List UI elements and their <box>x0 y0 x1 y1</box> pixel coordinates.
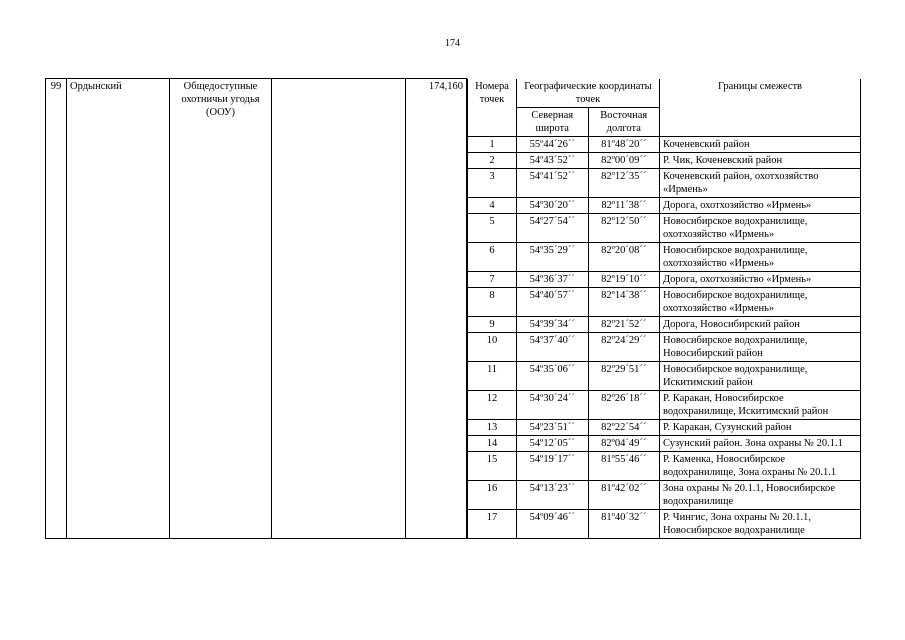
point-number: 3 <box>468 168 517 197</box>
point-longitude: 82º11´38´´ <box>588 197 660 213</box>
point-number: 8 <box>468 287 517 316</box>
point-number: 7 <box>468 271 517 287</box>
point-border: Коченевский район <box>660 136 861 152</box>
point-longitude: 81º42´02´´ <box>588 480 660 509</box>
point-latitude: 54º12´05´´ <box>517 435 589 451</box>
point-longitude: 82º12´50´´ <box>588 213 660 242</box>
table-row <box>468 271 861 287</box>
hunting-grounds-table <box>45 78 861 539</box>
point-number: 13 <box>468 419 517 435</box>
point-border: Р. Каракан, Сузунский район <box>660 419 861 435</box>
entry-number: 99 <box>46 79 67 539</box>
point-number: 15 <box>468 451 517 480</box>
table-row <box>468 152 861 168</box>
coordinates-cell <box>467 79 862 539</box>
point-longitude: 82º21´52´´ <box>588 316 660 332</box>
table-row <box>468 480 861 509</box>
table-row <box>468 509 861 538</box>
point-border: Новосибирское водохранилище, охотхозяйство «Ирмень» <box>660 213 861 242</box>
point-longitude: 82º22´54´´ <box>588 419 660 435</box>
point-latitude: 54º09´46´´ <box>517 509 589 538</box>
point-longitude: 82º29´51´´ <box>588 361 660 390</box>
point-number: 1 <box>468 136 517 152</box>
table-row <box>468 451 861 480</box>
point-latitude: 54º43´52´´ <box>517 152 589 168</box>
point-number: 10 <box>468 332 517 361</box>
table-row <box>468 316 861 332</box>
point-longitude: 82º12´35´´ <box>588 168 660 197</box>
point-longitude: 81º55´46´´ <box>588 451 660 480</box>
point-latitude: 54º13´23´´ <box>517 480 589 509</box>
point-latitude: 54º30´24´´ <box>517 390 589 419</box>
table-row <box>468 242 861 271</box>
point-latitude: 54º35´29´´ <box>517 242 589 271</box>
header-east: Восточная долгота <box>588 107 660 136</box>
point-number: 4 <box>468 197 517 213</box>
table-row <box>468 361 861 390</box>
point-latitude: 54º37´40´´ <box>517 332 589 361</box>
point-border: Новосибирское водохранилище, Новосибирский район <box>660 332 861 361</box>
point-latitude: 55º44´26´´ <box>517 136 589 152</box>
point-longitude: 82º00´09´´ <box>588 152 660 168</box>
table-row <box>468 213 861 242</box>
point-border: Сузунский район. Зона охраны № 20.1.1 <box>660 435 861 451</box>
point-number: 6 <box>468 242 517 271</box>
coordinates-table <box>467 79 861 539</box>
point-latitude: 54º39´34´´ <box>517 316 589 332</box>
point-border: Дорога, охотхозяйство «Ирмень» <box>660 197 861 213</box>
header-row <box>468 79 861 108</box>
table-row <box>46 79 862 539</box>
page-number: 174 <box>445 38 460 49</box>
table-row <box>468 287 861 316</box>
point-border: Р. Чик, Коченевский район <box>660 152 861 168</box>
point-border: Дорога, охотхозяйство «Ирмень» <box>660 271 861 287</box>
district-name: Ордынский <box>67 79 170 539</box>
table-row <box>468 390 861 419</box>
point-latitude: 54º35´06´´ <box>517 361 589 390</box>
point-longitude: 82º24´29´´ <box>588 332 660 361</box>
point-number: 9 <box>468 316 517 332</box>
point-border: Р. Каракан, Новосибирское водохранилище, Искитимский район <box>660 390 861 419</box>
table-row <box>468 168 861 197</box>
point-longitude: 81º40´32´´ <box>588 509 660 538</box>
point-latitude: 54º41´52´´ <box>517 168 589 197</box>
table-row <box>468 332 861 361</box>
point-border: Новосибирское водохранилище, охотхозяйство «Ирмень» <box>660 287 861 316</box>
point-latitude: 54º27´54´´ <box>517 213 589 242</box>
point-latitude: 54º19´17´´ <box>517 451 589 480</box>
point-longitude: 82º14´38´´ <box>588 287 660 316</box>
point-longitude: 82º26´18´´ <box>588 390 660 419</box>
point-border: Р. Каменка, Новосибирское водохранилище, Зона охраны № 20.1.1 <box>660 451 861 480</box>
point-number: 14 <box>468 435 517 451</box>
area-value: 174,160 <box>406 79 467 539</box>
point-border: Новосибирское водохранилище, Искитимский район <box>660 361 861 390</box>
point-latitude: 54º30´20´´ <box>517 197 589 213</box>
point-number: 2 <box>468 152 517 168</box>
point-number: 5 <box>468 213 517 242</box>
header-geo-coords: Географические координаты точек <box>517 79 660 108</box>
point-longitude: 82º19´10´´ <box>588 271 660 287</box>
point-longitude: 82º04´49´´ <box>588 435 660 451</box>
header-borders: Границы смежеств <box>660 79 861 137</box>
grounds-type: Общедоступные охотничьи угодья (ООУ) <box>170 79 272 539</box>
table-row <box>468 136 861 152</box>
header-north: Северная широта <box>517 107 589 136</box>
point-latitude: 54º23´51´´ <box>517 419 589 435</box>
table-row <box>468 435 861 451</box>
point-longitude: 81º48´20´´ <box>588 136 660 152</box>
point-latitude: 54º40´57´´ <box>517 287 589 316</box>
point-border: Зона охраны № 20.1.1, Новосибирское водохранилище <box>660 480 861 509</box>
point-number: 12 <box>468 390 517 419</box>
point-number: 17 <box>468 509 517 538</box>
table-row <box>468 197 861 213</box>
point-number: 16 <box>468 480 517 509</box>
point-border: Р. Чингис, Зона охраны № 20.1.1, Новосибирское водохранилище <box>660 509 861 538</box>
point-longitude: 82º20´08´´ <box>588 242 660 271</box>
point-border: Коченевский район, охотхозяйство «Ирмень» <box>660 168 861 197</box>
point-border: Новосибирское водохранилище, охотхозяйство «Ирмень» <box>660 242 861 271</box>
empty-cell <box>272 79 406 539</box>
header-point-numbers: Номера точек <box>468 79 517 137</box>
point-number: 11 <box>468 361 517 390</box>
table-row <box>468 419 861 435</box>
point-latitude: 54º36´37´´ <box>517 271 589 287</box>
point-border: Дорога, Новосибирский район <box>660 316 861 332</box>
